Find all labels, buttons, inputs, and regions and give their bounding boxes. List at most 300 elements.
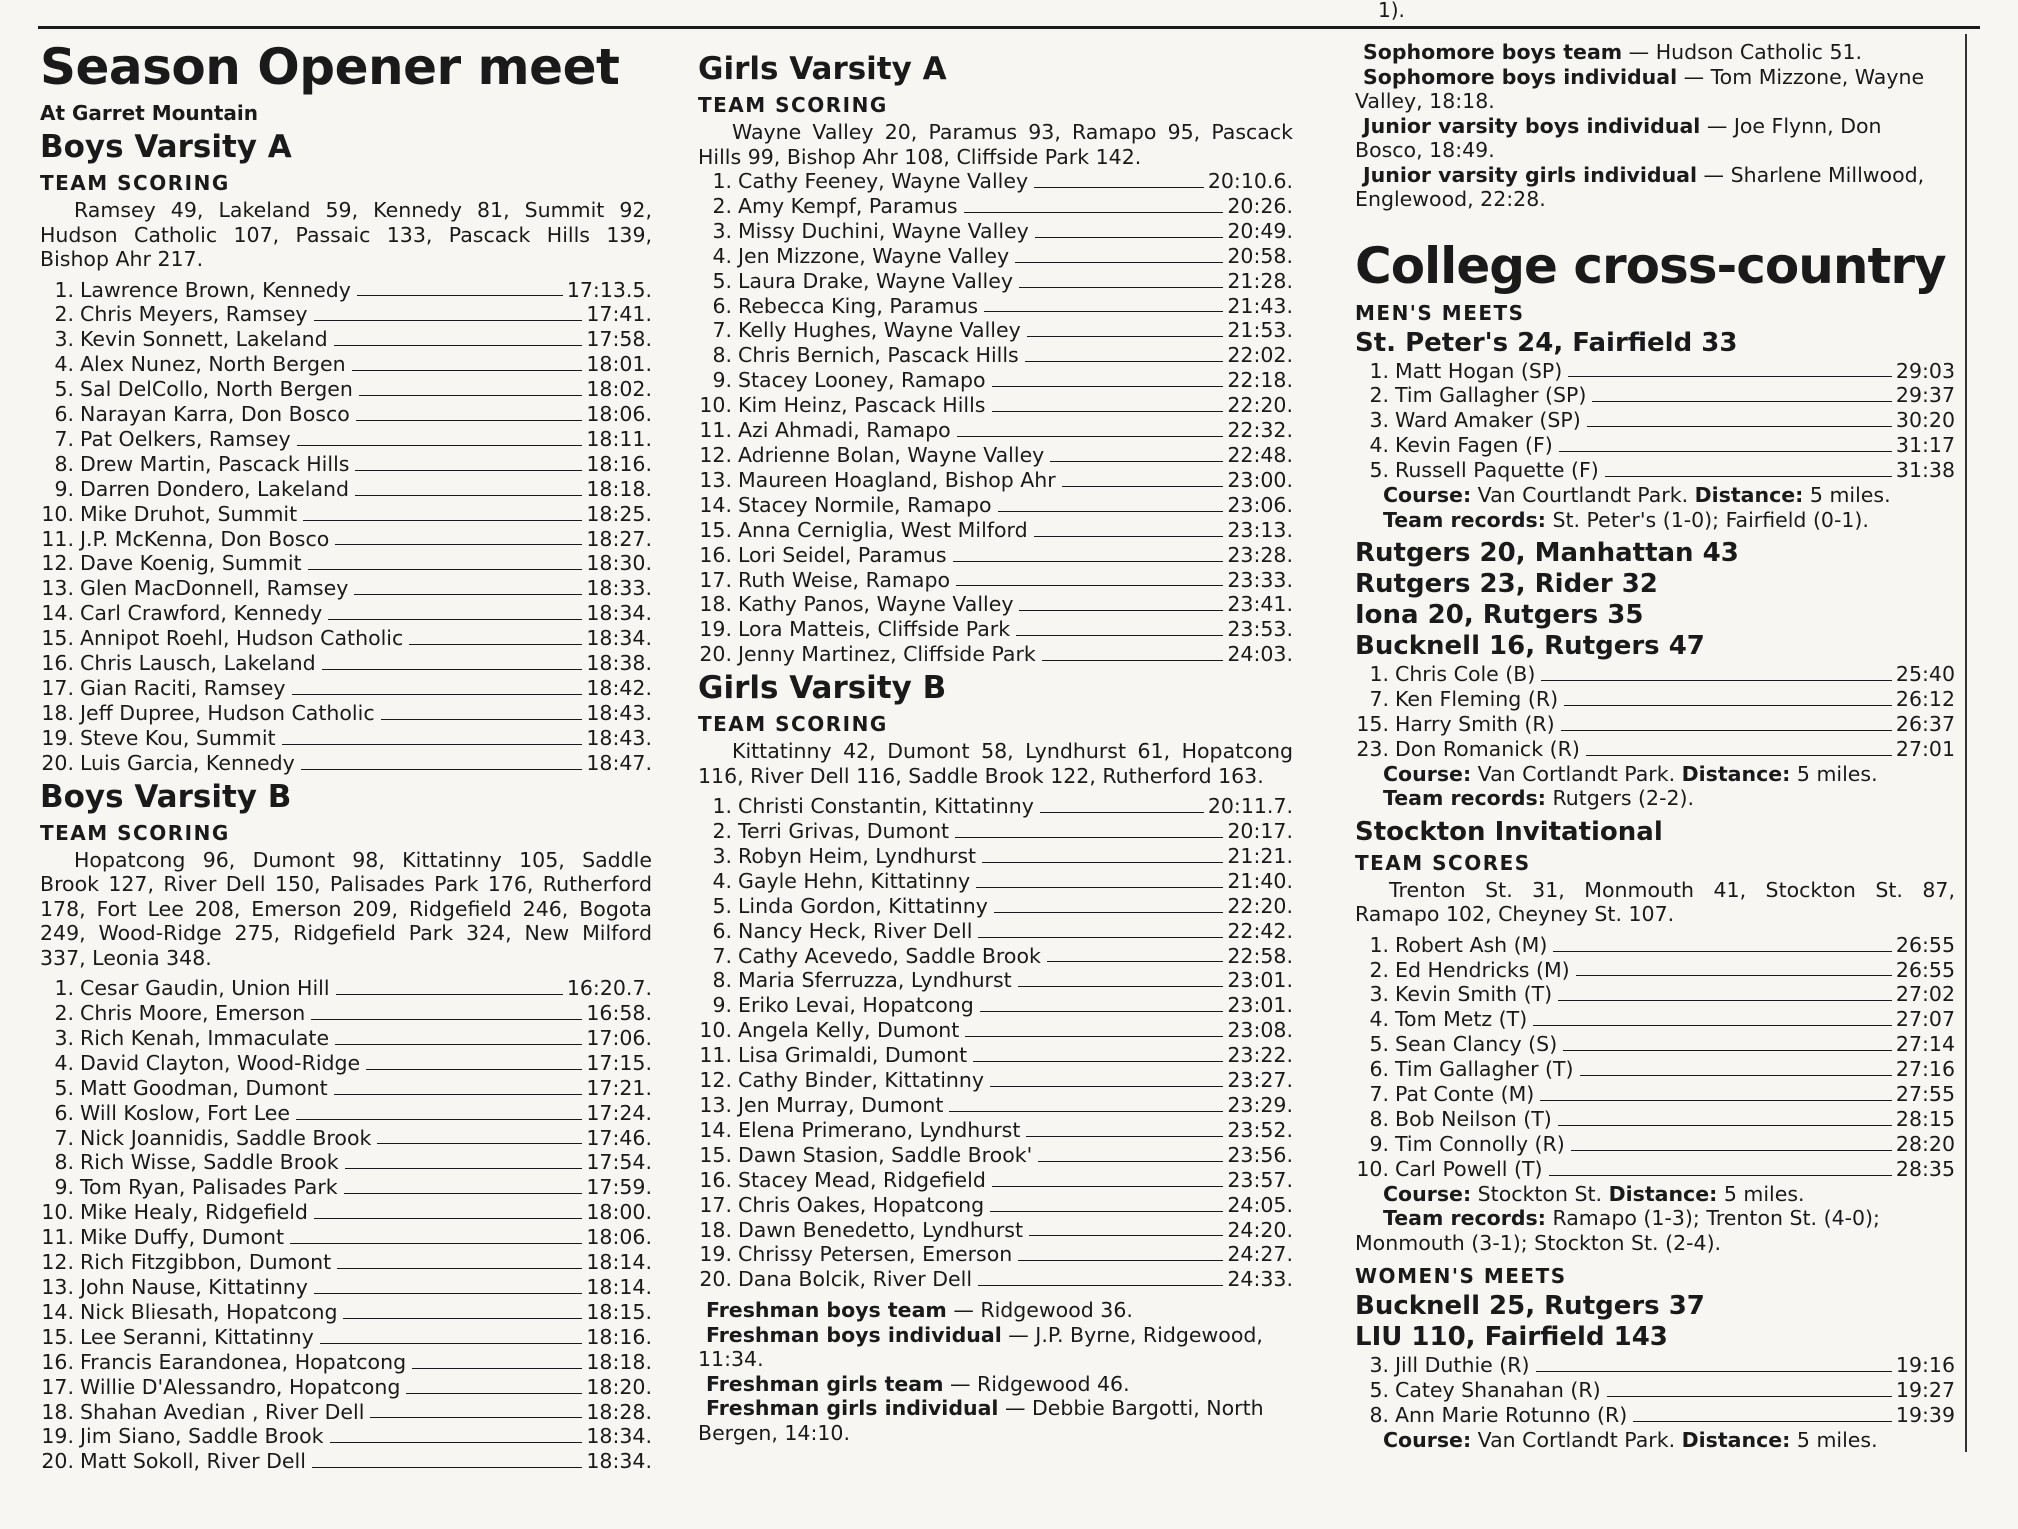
- runner-name: Mike Healy, Ridgefield: [80, 1200, 308, 1225]
- result-row: [40, 1375, 652, 1400]
- place: 17.: [41, 676, 74, 700]
- result-row: [40, 1449, 652, 1474]
- place: 16.: [699, 1167, 732, 1192]
- result-row: [40, 601, 652, 626]
- place: 13.: [41, 1275, 74, 1299]
- place: 14.: [41, 601, 74, 626]
- leader-line: [1018, 1260, 1223, 1261]
- leader-line: [343, 1318, 582, 1319]
- place: 9.: [54, 476, 74, 501]
- result-row: [1355, 359, 1955, 384]
- place: 17.: [699, 1192, 732, 1217]
- result-row: [698, 968, 1293, 993]
- leader-line: [314, 1293, 582, 1294]
- place: 11.: [699, 418, 732, 443]
- leader-line: [964, 212, 1224, 213]
- leader-line: [1047, 961, 1224, 962]
- place: 4.: [1369, 1007, 1389, 1032]
- leader-line: [1541, 680, 1892, 681]
- runner-name: Eriko Levai, Hopatcong: [738, 993, 974, 1018]
- leader-line: [328, 619, 582, 620]
- finish-time: 31:38: [1895, 458, 1955, 483]
- finish-time: 18:42.: [586, 676, 652, 700]
- leader-line: [1038, 1161, 1223, 1162]
- leader-line: [1025, 361, 1224, 362]
- runner-name: Mike Druhot, Summit: [80, 501, 298, 526]
- runner-name: Cathy Binder, Kittatinny: [738, 1068, 985, 1093]
- runner-name: Ward Amaker (SP): [1395, 408, 1581, 433]
- finish-time: 23:22.: [1227, 1043, 1293, 1068]
- place: 15.: [41, 626, 74, 651]
- result-row: [40, 676, 652, 701]
- result-row: [40, 651, 652, 676]
- result-row: [698, 1218, 1293, 1243]
- runner-name: Chris Meyers, Ramsey: [80, 302, 308, 327]
- place: 7.: [712, 318, 732, 343]
- result-row: [1355, 1032, 1955, 1057]
- meet-heading: Bucknell 16, Rutgers 47: [1355, 631, 1705, 662]
- finish-time: 17:06.: [586, 1025, 652, 1050]
- leader-line: [334, 345, 583, 346]
- extra-result: Freshman boys team — Ridgewood 36.: [706, 1298, 1133, 1323]
- runner-name: Dave Koenig, Summit: [80, 551, 302, 576]
- leader-line: [957, 436, 1224, 437]
- finish-time: 23:08.: [1227, 1018, 1293, 1043]
- runner-name: Nancy Heck, River Dell: [738, 918, 973, 943]
- result-row: [698, 194, 1293, 219]
- result-row: [1355, 1007, 1955, 1032]
- result-row: [698, 642, 1293, 667]
- place: 5.: [712, 268, 732, 293]
- runner-name: Elena Primerano, Lyndhurst: [738, 1117, 1021, 1142]
- finish-time: 23:27.: [1227, 1068, 1293, 1093]
- runner-name: Dawn Stasion, Saddle Brook': [738, 1142, 1033, 1167]
- result-row: [1355, 1378, 1955, 1403]
- runner-name: Chris Oakes, Hopatcong: [738, 1192, 985, 1217]
- place: 3.: [1369, 408, 1389, 433]
- results-list: [1355, 1353, 1955, 1428]
- result-row: [698, 844, 1293, 869]
- runner-name: Maureen Hoagland, Bishop Ahr: [738, 467, 1056, 492]
- place: 20.: [699, 642, 732, 667]
- result-row: [40, 278, 652, 303]
- runner-name: Rich Wisse, Saddle Brook: [80, 1150, 339, 1175]
- finish-time: 18:06.: [586, 402, 652, 427]
- leader-line: [1019, 610, 1223, 611]
- place: 18.: [699, 1217, 732, 1242]
- leader-line: [1549, 1175, 1892, 1176]
- finish-time: 26:12: [1895, 686, 1955, 711]
- place: 16.: [41, 1349, 74, 1374]
- place: 15.: [699, 1142, 732, 1167]
- result-row: [1355, 1107, 1955, 1132]
- runner-name: Matt Sokoll, River Dell: [80, 1449, 306, 1474]
- result-row: [40, 1275, 652, 1300]
- result-row: [698, 592, 1293, 617]
- runner-name: Kevin Sonnett, Lakeland: [80, 327, 328, 352]
- leader-line: [1027, 336, 1224, 337]
- place: 15.: [1356, 711, 1389, 736]
- result-row: [40, 626, 652, 651]
- finish-time: 18:15.: [586, 1299, 652, 1324]
- finish-time: 17:41.: [586, 302, 652, 327]
- runner-name: David Clayton, Wood-Ridge: [80, 1050, 361, 1075]
- leader-line: [965, 1036, 1223, 1037]
- leader-line: [1580, 1075, 1892, 1076]
- result-row: [1355, 1403, 1955, 1428]
- leader-line: [1062, 486, 1224, 487]
- leader-line: [1540, 1100, 1892, 1101]
- runner-name: Gayle Hehn, Kittatinny: [738, 868, 971, 893]
- finish-time: 17:21.: [586, 1075, 652, 1100]
- runner-name: Pat Conte (M): [1395, 1082, 1535, 1107]
- runner-name: Nick Joannidis, Saddle Brook: [80, 1125, 372, 1150]
- result-row: [40, 377, 652, 402]
- runner-name: Steve Kou, Summit: [80, 725, 276, 750]
- runner-name: Lori Seidel, Paramus: [738, 542, 947, 567]
- place: 18.: [41, 700, 74, 725]
- place: 13.: [41, 576, 74, 601]
- result-row: [40, 701, 652, 726]
- leader-line: [301, 769, 583, 770]
- runner-name: Lawrence Brown, Kennedy: [80, 277, 351, 302]
- result-row: [40, 1001, 652, 1026]
- finish-time: 17:54.: [586, 1150, 652, 1175]
- leader-line: [990, 1211, 1223, 1212]
- finish-time: 22:18.: [1227, 368, 1293, 393]
- finish-time: 18:33.: [586, 576, 652, 601]
- leader-line: [1035, 237, 1224, 238]
- leader-line: [998, 511, 1224, 512]
- result-row: [698, 617, 1293, 642]
- result-row: [40, 1200, 652, 1225]
- runner-name: Robyn Heim, Lyndhurst: [738, 843, 977, 868]
- finish-time: 17:24.: [586, 1100, 652, 1125]
- extra-result: Junior varsity girls individual — Sharlene Millwood, Englewood, 22:28.: [1355, 162, 1925, 211]
- place: 5.: [1369, 1378, 1389, 1403]
- result-row: [40, 1175, 652, 1200]
- place: 14.: [699, 1117, 732, 1142]
- finish-time: 23:41.: [1227, 592, 1293, 617]
- finish-time: 19:27: [1895, 1378, 1955, 1403]
- place: 8.: [54, 1150, 74, 1175]
- leader-line: [357, 295, 563, 296]
- runner-name: Kathy Panos, Wayne Valley: [738, 592, 1014, 617]
- finish-time: 18:06.: [586, 1225, 652, 1250]
- place: 5.: [54, 377, 74, 402]
- result-row: [40, 551, 652, 576]
- leader-line: [1563, 1050, 1892, 1051]
- leader-line: [352, 370, 583, 371]
- finish-time: 22:58.: [1227, 943, 1293, 968]
- leader-line: [292, 694, 583, 695]
- runner-name: Mike Duffy, Dumont: [80, 1225, 285, 1250]
- column-1: [40, 34, 652, 1474]
- leader-line: [992, 386, 1224, 387]
- meet-title: Season Opener meet: [40, 38, 620, 96]
- leader-line: [992, 411, 1224, 412]
- finish-time: 28:15: [1895, 1107, 1955, 1131]
- place: 3.: [54, 1025, 74, 1050]
- leader-line: [1586, 755, 1892, 756]
- header-fragment: 1).: [1378, 0, 1405, 22]
- place: 20.: [699, 1267, 732, 1292]
- place: 9.: [1369, 1131, 1389, 1156]
- meet-heading: LIU 110, Fairfield 143: [1355, 1322, 1668, 1353]
- team-records-line: Team records: St. Peter's (1-0); Fairfield (0-1).: [1383, 507, 1869, 532]
- meet-location: At Garret Mountain: [40, 101, 258, 125]
- runner-name: Missy Duchini, Wayne Valley: [738, 218, 1029, 243]
- course-line: Course: Stockton St. Distance: 5 miles.: [1383, 1181, 1805, 1206]
- leader-line: [359, 395, 582, 396]
- place: 8.: [1369, 1107, 1389, 1131]
- runner-name: Ken Fleming (R): [1395, 686, 1559, 711]
- column-3: [1355, 34, 1967, 1452]
- finish-time: 17:15.: [586, 1050, 652, 1075]
- leader-line: [1561, 730, 1892, 731]
- runner-name: Jill Duthie (R): [1395, 1353, 1530, 1378]
- place: 18.: [41, 1399, 74, 1424]
- leader-line: [1026, 1136, 1223, 1137]
- team-scoring-label: TEAM SCORING: [40, 820, 230, 845]
- result-row: [1355, 933, 1955, 958]
- place: 1.: [1369, 358, 1389, 383]
- runner-name: Darren Dondero, Lakeland: [80, 476, 350, 501]
- finish-time: 23:33.: [1227, 567, 1293, 592]
- place: 19.: [699, 1242, 732, 1267]
- leader-line: [377, 1143, 582, 1144]
- runner-name: Robert Ash (M): [1395, 932, 1548, 957]
- runner-name: Chris Moore, Emerson: [80, 1001, 306, 1026]
- result-row: [698, 1242, 1293, 1267]
- extra-result: Sophomore boys team — Hudson Catholic 51.: [1363, 40, 1863, 64]
- result-row: [40, 751, 652, 776]
- runner-name: Kevin Fagen (F): [1395, 433, 1553, 458]
- result-row: [698, 1093, 1293, 1118]
- place: 2.: [54, 302, 74, 327]
- finish-time: 18:34.: [586, 1449, 652, 1474]
- place: 4.: [54, 352, 74, 377]
- extras-list: [1355, 40, 1955, 212]
- place: 8.: [712, 343, 732, 368]
- runner-name: Azi Ahmadi, Ramapo: [738, 418, 951, 443]
- finish-time: 23:13.: [1227, 517, 1293, 542]
- meet-heading: Stockton Invitational: [1355, 816, 1663, 847]
- finish-time: 27:14: [1895, 1032, 1955, 1057]
- results-list: [698, 794, 1293, 1292]
- result-row: [1355, 1157, 1955, 1182]
- runner-name: Sal DelCollo, North Bergen: [80, 377, 353, 402]
- place: 19.: [41, 725, 74, 750]
- runner-name: Dawn Benedetto, Lyndhurst: [738, 1217, 1023, 1242]
- team-scoring-label: TEAM SCORING: [698, 712, 888, 737]
- runner-name: Laura Drake, Wayne Valley: [738, 268, 1013, 293]
- result-row: [40, 1400, 652, 1425]
- result-row: [698, 1267, 1293, 1292]
- result-row: [1355, 1353, 1955, 1378]
- place: 7.: [1369, 1082, 1389, 1107]
- runner-name: Chrissy Petersen, Emerson: [738, 1242, 1013, 1267]
- place: 3.: [1369, 1353, 1389, 1378]
- results-list: [698, 169, 1293, 667]
- result-row: [698, 568, 1293, 593]
- finish-time: 31:17: [1895, 433, 1955, 458]
- result-row: [698, 1068, 1293, 1093]
- result-row: [698, 393, 1293, 418]
- result-row: [40, 726, 652, 751]
- place: 1.: [712, 794, 732, 819]
- runner-name: Don Romanick (R): [1395, 736, 1580, 761]
- place: 2.: [1369, 957, 1389, 982]
- place: 4.: [712, 868, 732, 893]
- place: 16.: [699, 542, 732, 567]
- leader-line: [370, 1417, 582, 1418]
- place: 14.: [699, 492, 732, 517]
- leader-line: [303, 520, 582, 521]
- place: 13.: [699, 1093, 732, 1117]
- runner-name: Jen Murray, Dumont: [738, 1093, 944, 1117]
- leader-line: [337, 1268, 582, 1269]
- place: 10.: [1356, 1156, 1389, 1181]
- place: 11.: [41, 526, 74, 551]
- place: 6.: [54, 402, 74, 427]
- runner-name: Stacey Mead, Ridgefield: [738, 1167, 986, 1192]
- result-row: [1355, 433, 1955, 458]
- leader-line: [308, 569, 583, 570]
- leader-line: [976, 887, 1223, 888]
- result-row: [40, 1051, 652, 1076]
- finish-time: 18:43.: [586, 725, 652, 750]
- result-row: [698, 418, 1293, 443]
- result-row: [40, 1424, 652, 1449]
- team-scoring-label: TEAM SCORING: [40, 171, 230, 195]
- result-row: [698, 919, 1293, 944]
- team-records-line: Team records: Ramapo (1-3); Trenton St. (4-0); Monmouth (3-1); Stockton St. (2-4).: [1355, 1206, 1880, 1255]
- leader-line: [1576, 975, 1892, 976]
- result-row: [40, 427, 652, 452]
- place: 9.: [712, 993, 732, 1018]
- result-row: [698, 1043, 1293, 1068]
- leader-line: [992, 1186, 1224, 1187]
- finish-time: 23:28.: [1227, 542, 1293, 567]
- finish-time: 26:55: [1895, 957, 1955, 982]
- runner-name: Willie D'Alessandro, Hopatcong: [80, 1374, 401, 1399]
- leader-line: [984, 311, 1223, 312]
- finish-time: 18:30.: [586, 551, 652, 576]
- finish-time: 23:56.: [1227, 1142, 1293, 1167]
- leader-line: [312, 1467, 582, 1468]
- finish-time: 22:20.: [1227, 393, 1293, 418]
- result-row: [1355, 1082, 1955, 1107]
- finish-time: 18:18.: [586, 476, 652, 501]
- leader-line: [297, 445, 583, 446]
- finish-time: 23:52.: [1227, 1117, 1293, 1142]
- leader-line: [1571, 1150, 1892, 1151]
- result-row: [40, 1300, 652, 1325]
- leader-line: [381, 719, 583, 720]
- leader-line: [994, 912, 1223, 913]
- place: 9.: [712, 368, 732, 393]
- finish-time: 22:48.: [1227, 442, 1293, 467]
- result-row: [1355, 687, 1955, 712]
- leader-line: [1034, 536, 1224, 537]
- runner-name: Gian Raciti, Ramsey: [80, 676, 286, 700]
- place: 5.: [54, 1075, 74, 1100]
- finish-time: 26:55: [1895, 932, 1955, 957]
- meet-heading: Rutgers 20, Manhattan 43: [1355, 538, 1739, 569]
- result-row: [698, 993, 1293, 1018]
- finish-time: 17:13.5.: [566, 277, 652, 302]
- runner-name: Stacey Looney, Ramapo: [738, 368, 986, 393]
- runner-name: Kevin Smith (T): [1395, 982, 1553, 1007]
- place: 8.: [712, 968, 732, 993]
- place: 1.: [1369, 932, 1389, 957]
- place: 8.: [54, 451, 74, 476]
- leader-line: [955, 837, 1223, 838]
- runner-name: Tom Ryan, Palisades Park: [80, 1175, 338, 1200]
- finish-time: 20:58.: [1227, 243, 1293, 268]
- leader-line: [980, 1011, 1224, 1012]
- result-row: [40, 1150, 652, 1175]
- place: 18.: [699, 592, 732, 617]
- leader-line: [1536, 1371, 1892, 1372]
- leader-line: [356, 420, 583, 421]
- leader-line: [1558, 1125, 1892, 1126]
- place: 11.: [41, 1225, 74, 1250]
- runner-name: Dana Bolcik, River Dell: [738, 1267, 973, 1292]
- leader-line: [1029, 1235, 1223, 1236]
- result-row: [40, 452, 652, 477]
- runner-name: Anna Cerniglia, West Milford: [738, 517, 1028, 542]
- place: 15.: [41, 1324, 74, 1349]
- finish-time: 21:21.: [1227, 843, 1293, 868]
- result-row: [698, 944, 1293, 969]
- place: 2.: [712, 819, 732, 844]
- finish-time: 18:16.: [586, 451, 652, 476]
- meet-heading: Rutgers 23, Rider 32: [1355, 569, 1658, 600]
- finish-time: 20:11.7.: [1207, 794, 1293, 819]
- place: 17.: [699, 567, 732, 592]
- place: 2.: [1369, 383, 1389, 408]
- runner-name: Cathy Acevedo, Saddle Brook: [738, 943, 1041, 968]
- leader-line: [1018, 986, 1224, 987]
- runner-name: Adrienne Bolan, Wayne Valley: [738, 442, 1045, 467]
- result-row: [40, 402, 652, 427]
- place: 15.: [699, 517, 732, 542]
- result-row: [698, 543, 1293, 568]
- runner-name: Sean Clancy (S): [1395, 1032, 1558, 1057]
- place: 12.: [41, 1250, 74, 1275]
- finish-time: 22:02.: [1227, 343, 1293, 368]
- extra-result: Sophomore boys individual — Tom Mizzone, Wayne Valley, 18:18.: [1355, 64, 1925, 113]
- leader-line: [290, 1243, 582, 1244]
- runner-name: Tim Gallagher (T): [1395, 1057, 1574, 1082]
- finish-time: 24:20.: [1227, 1217, 1293, 1242]
- runner-name: Jim Siano, Saddle Brook: [80, 1424, 324, 1449]
- result-row: [40, 1101, 652, 1126]
- runner-name: Lisa Grimaldi, Dumont: [738, 1043, 968, 1068]
- runner-name: Francis Earandonea, Hopatcong: [80, 1349, 407, 1374]
- team-scoring-text: Kittatinny 42, Dumont 58, Lyndhurst 61, Hopatcong 116, River Dell 116, Saddle Brook 122, Rutherford 163.: [698, 739, 1293, 788]
- result-row: [698, 294, 1293, 319]
- leader-line: [311, 1019, 582, 1020]
- place: 7.: [54, 426, 74, 451]
- runner-name: Matt Hogan (SP): [1395, 358, 1563, 383]
- finish-time: 27:01: [1895, 736, 1955, 761]
- finish-time: 25:40: [1895, 662, 1955, 687]
- finish-time: 30:20: [1895, 408, 1955, 433]
- result-row: [698, 1118, 1293, 1143]
